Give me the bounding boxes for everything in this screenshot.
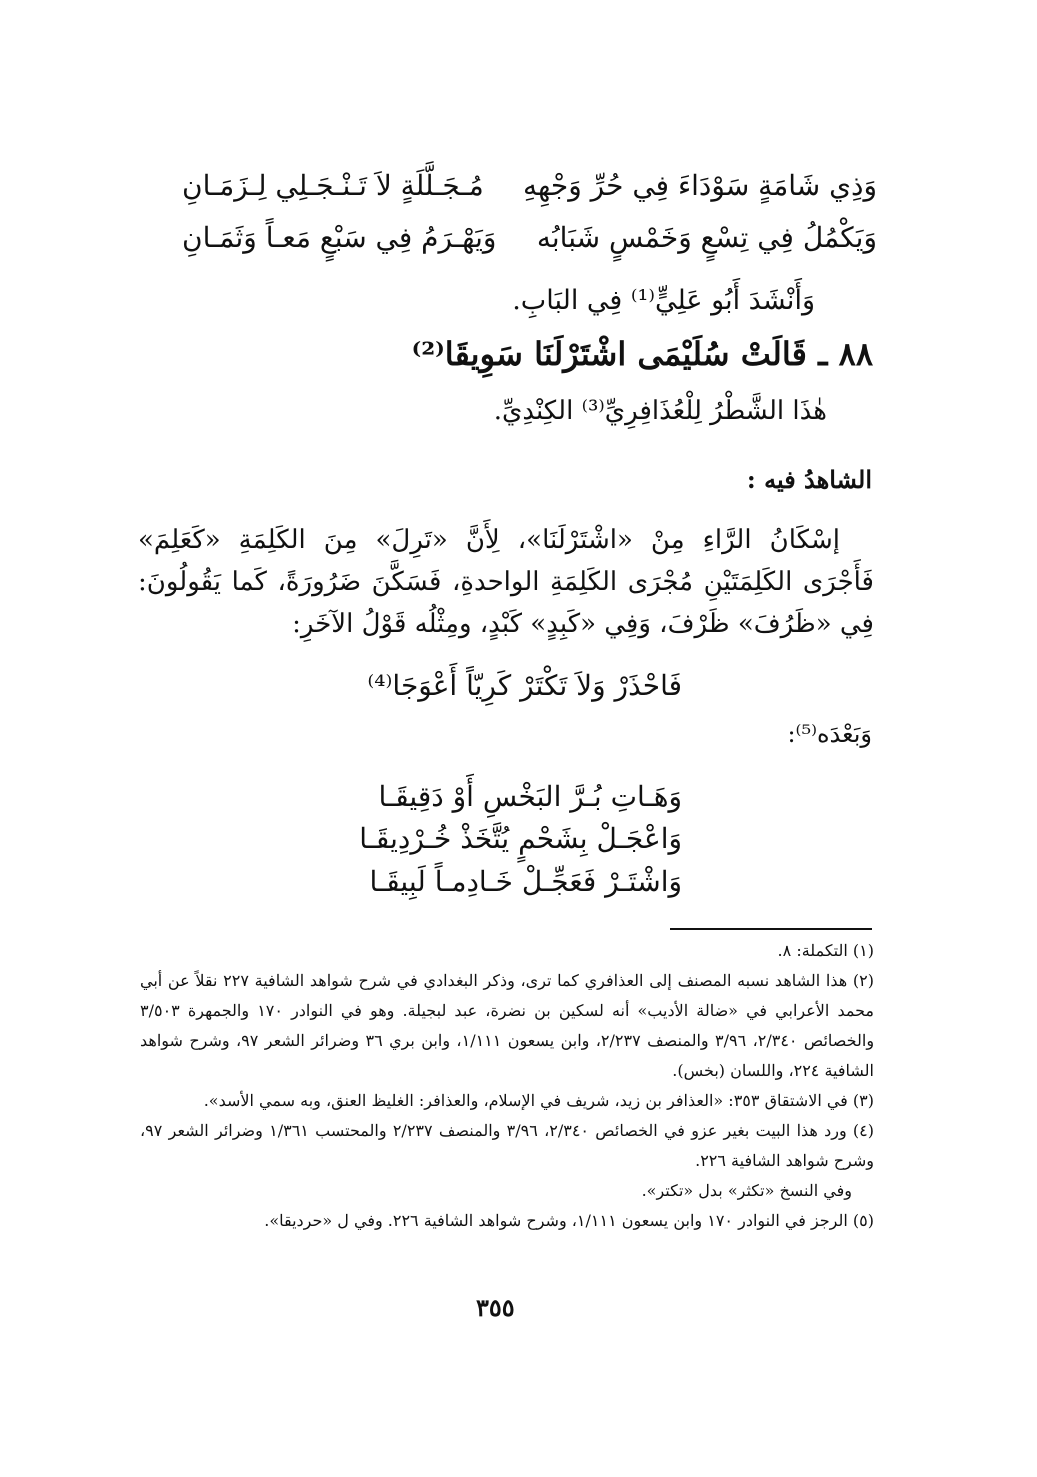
after-label: وَبَعْدَه⁽⁵⁾: — [787, 720, 872, 748]
verse-line-1 — [182, 169, 877, 208]
footnote-2: (٢) هذا الشاهد نسبه المصنف إلى العذافري كما ترى، وذكر البغدادي في شرح شواهد الشافية ٢٢٧ نقلاً عن أبي محمد الأعرابي في «ضالة الأديب» أنه لسكين بن نضرة، عبد لبجيلة. وهو في النوادر ١٧٠ والجمهرة ٣/٥٠٣ والخصائص ٢/٣٤٠، ٣/٩٦ والمنصف ٢/٢٣٧، وابن يسعون ١/١١١، وابن بري ٣٦ وضرائر الشعر ٩٧، وشرح شواهد الشافية ٢٢٤، واللسان (بخس). — [140, 971, 875, 1080]
quoted-verse: فَاحْذَرْ وَلاَ تَكْتَرْ كَرِيّاً أَعْوَجَا⁽⁴⁾ — [367, 669, 682, 702]
footnote-1: (١) التكملة: ٨. — [777, 941, 874, 960]
verse-2-right-hemistich: وَيَكْمُلُ فِي تِسْعٍ وَخَمْسٍ شَبَابُه — [536, 221, 877, 254]
explanation-text: إسْكَانُ الرَّاءِ مِنْ «اشْتَرْلَنَا»، لِأَنَّ «تَرِلَ» مِنَ الكَلِمَةِ «كَعَلِمَ» فَأَجْرَى الكَلِمَتَيْنِ مُجْرَى الكَلِمَةِ الواحدةِ، فَسَكَّنَ ضَرُورَةً، كَما يَقُولُونَ: فِي «ظَرُفَ» ظَرْفَ، وَفِي «كَبِدٍ» كَبْدٍ، ومِثْلُه قَوْلُ الآخَرِ: — [138, 525, 874, 639]
section-heading: الشاهدُ فيه : — [746, 465, 872, 494]
footnote-5: (٥) الرجز في النوادر ١٧٠ وابن يسعون ١/١١١، وشرح شواهد الشافية ٢٢٦. وفي ل «حرديقا». — [264, 1211, 874, 1230]
recitation-line: وَأَنْشَدَ أَبُو عَلِيٍّ⁽¹⁾ فِي البَابِ. — [512, 285, 815, 316]
verse-1-right-hemistich: وَذِي شَامَةٍ سَوْدَاءَ فِي حُرِّ وَجْهِهِ — [523, 169, 877, 202]
verse-1-left-hemistich: مُـجَـلَّلَةٍ لاَ تَـنْـجَـلِي لِـزَمَـانِ — [182, 169, 484, 202]
entry-verse: قَالَتْ سُلَيْمَى اشْتَرْلَنَا سَوِيقَا⁽²⁾ — [411, 335, 807, 373]
rajaz-line-2: وَاعْجَـلْ بِشَحْمٍ يُتَّخَذْ خُـرْدِيقَـا — [359, 822, 682, 855]
rajaz-line-3: وَاشْتَـرْ فَعَجِّـلْ خَـادِمـاً لَبِيقَـا — [369, 865, 682, 898]
page-number: ٣٥٥ — [476, 1293, 515, 1322]
footnote-4: (٤) ورد هذا البيت بغير عزو في الخصائص ٢/٣٤٠، ٣/٩٦ والمنصف ٢/٢٣٧ والمحتسب ١/٣٦١ وضرائر الشعر ٩٧، وشرح شواهد الشافية ٢٢٦. — [140, 1121, 875, 1170]
footnote-3: (٣) في الاشتقاق ٣٥٣: «العذافر بن زيد، شريف في الإسلام، والعذافر: الغليظ العنق، وبه سمي الأسد». — [203, 1091, 874, 1110]
entry-heading — [411, 335, 873, 373]
entry-number: ٨٨ ـ — [818, 335, 873, 373]
attribution-line: هٰذَا الشَّطْرُ لِلْعُذَافِرِيِّ⁽³⁾ الكِنْدِيِّ. — [493, 396, 827, 426]
footnotes — [140, 936, 874, 1236]
footnote-rule — [670, 928, 872, 930]
explanation-paragraph — [138, 519, 874, 645]
footnote-4-note: وفي النسخ «تكثر» بدل «تكتر». — [641, 1181, 852, 1200]
verse-2-left-hemistich: وَيَهْـرَمُ فِي سَبْعٍ مَعـاً وَثَمَـانِ — [182, 221, 497, 254]
verse-line-2 — [182, 221, 877, 260]
rajaz-line-1: وَهَـاتِ بُـرَّ البَخْسِ أَوْ دَقِيقَـا — [378, 780, 682, 813]
